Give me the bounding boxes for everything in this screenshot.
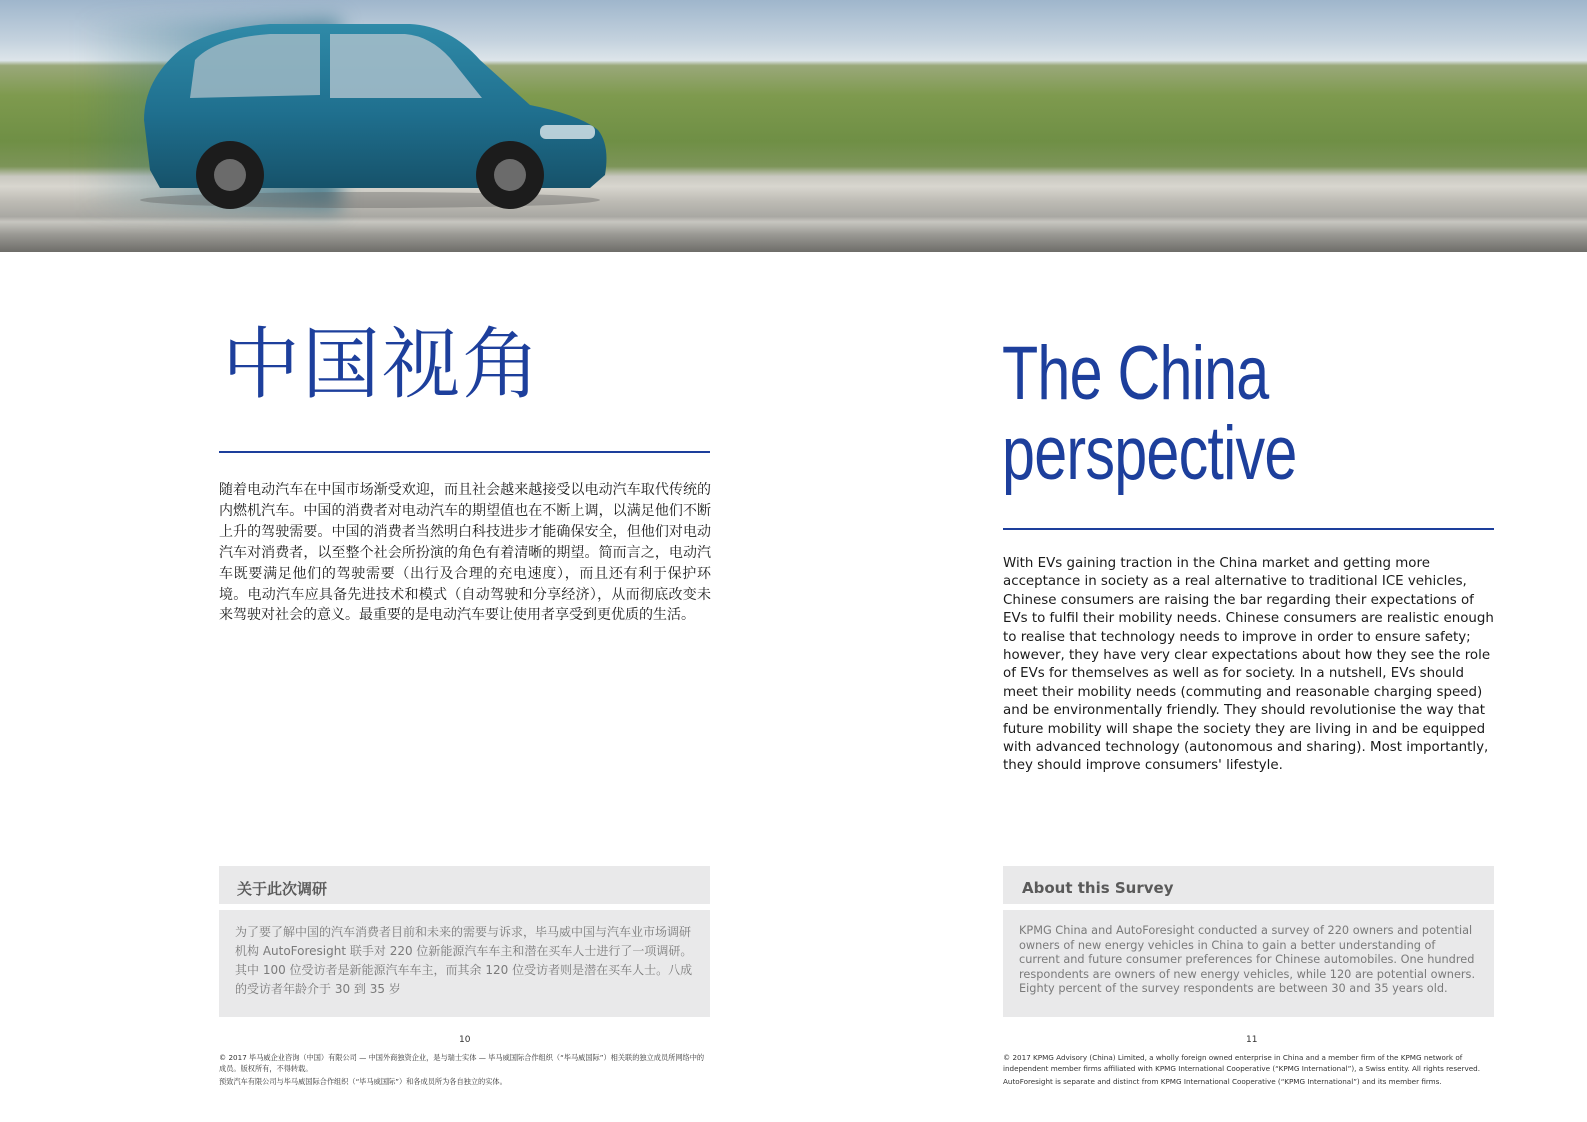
page-number-right: 11 [1246, 1035, 1258, 1045]
legal-footer-chinese [219, 1052, 711, 1087]
car-illustration [120, 10, 620, 210]
title-line-2: perspective [1002, 411, 1297, 496]
title-divider-left [219, 451, 710, 453]
legal-copyright-chinese: © 2017 毕马威企业咨询（中国）有限公司 — 中国外商独资企业，是与瑞士实体 — 毕马威国际合作组织（“毕马威国际”）相关联的独立成员所网络中的成员。版权所有，不得转载。 [219, 1053, 705, 1073]
survey-heading-chinese: 关于此次调研 [219, 866, 710, 904]
intro-paragraph-english: With EVs gaining traction in the China market and getting more acceptance in society as a real alternative to traditional ICE vehicles, Chinese consumers are raising the bar regarding their expectations of EVs to fulfil their mobility needs. Chinese consumers are realistic enough to realise that technology needs to improve in order to ensure safety; however, they have very clear expectations about how they see the role of EVs for themselves as well as for society. In a nutshell, EVs should meet their mobility needs (commuting and reasonable charging speed) and be environmentally friendly. They should revolutionise the way that future mobility will shape the society they are living in and be equipped with advanced technology (autonomous and sharing). Most importantly, they should improve consumers' lifestyle. [1003, 556, 1494, 774]
survey-text-english: KPMG China and AutoForesight conducted a survey of 220 owners and potential owners of new energy vehicles in China to gain a better understanding of current and future consumer preferences for Chinese automobiles. One hundred respondents are owners of new energy vehicles, while 120 are potential owners. Eighty percent of the survey respondents are between 30 and 35 years old. [1003, 910, 1494, 1017]
page-title-chinese: 中国视角 [222, 320, 543, 410]
intro-paragraph-chinese: 随着电动汽车在中国市场渐受欢迎，而且社会越来越接受以电动汽车取代传统的内燃机汽车。中国的消费者对电动汽车的期望值也在不断上调，以满足他们不断上升的驾驶需要。中国的消费者当然明白科技进步才能确保安全，但他们对电动汽车对消费者，以至整个社会所扮演的角色有着清晰的期望。简而言之，电动汽车既要满足他们的驾驶需要（出行及合理的充电速度），而且还有利于保护环境。电动汽车应具备先进技术和模式（自动驾驶和分享经济），从而彻底改变未来驾驶对社会的意义。最重要的是电动汽车要让使用者享受到更优质的生活。 [219, 482, 711, 624]
legal-disclaimer-chinese: 预致汽车有限公司与毕马威国际合作组织（“毕马威国际”）和各成员所为各自独立的实体。 [219, 1077, 507, 1086]
page-title-english [1002, 331, 1330, 496]
legal-copyright-english: © 2017 KPMG Advisory (China) Limited, a wholly foreign owned enterprise in China and a member firm of the KPMG network of independent member firms affiliated with KPMG International Cooperative (“KPMG International”), a Swiss entity. All rights reserved. [1003, 1053, 1480, 1073]
legal-disclaimer-english: AutoForesight is separate and distinct from KPMG International Cooperative (“KPMG International”) and its member firms. [1003, 1077, 1442, 1086]
title-line-1: The China [1002, 331, 1269, 416]
title-divider-right [1003, 528, 1494, 530]
page-number-left: 10 [459, 1035, 471, 1045]
survey-text-chinese: 为了要了解中国的汽车消费者目前和未来的需要与诉求，毕马威中国与汽车业市场调研机构 AutoForesight 联手对 220 位新能源汽车车主和潜在买车人士进行了一项调研。其中 100 位受访者是新能源汽车车主，而其余 120 位受访者则是潜在买车人士。八成的受访者年龄介于 30 到 35 岁 [219, 910, 710, 1017]
hero-banner-photo [0, 0, 1587, 252]
legal-footer-english [1003, 1052, 1498, 1087]
survey-heading-english: About this Survey [1003, 866, 1494, 904]
